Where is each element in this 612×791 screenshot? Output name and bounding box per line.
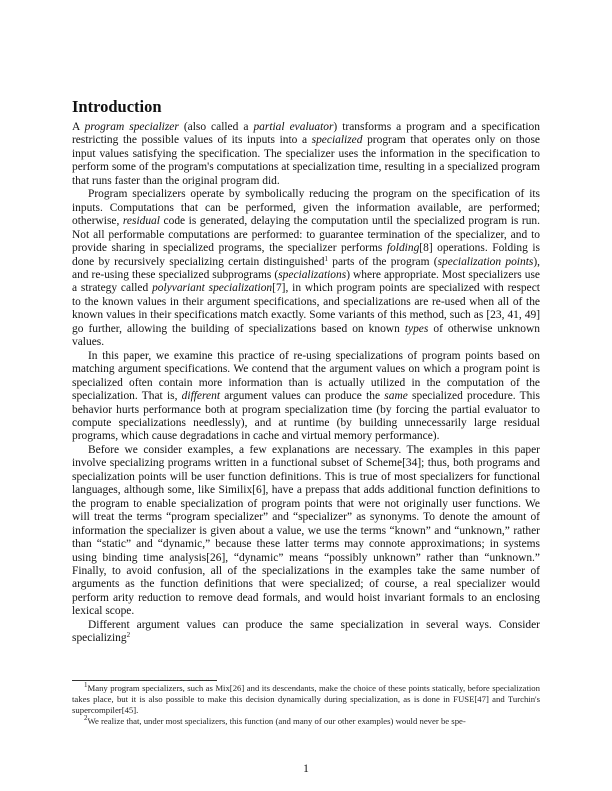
footnote-marker: 2 xyxy=(84,713,88,722)
text-run: Many program specializers, such as Mix[26] and its descendants, make the choice of these points statically, before specialization takes place, but it is also possible to make this decision dynamically during specialization, as is done in FUSE[47] and Turchin's supercompiler[45]. xyxy=(72,683,540,715)
emphasized-term: folding xyxy=(386,242,420,255)
text-run: In this paper, we examine this practice of re-using specializations of program points based on matching argument specifications. We contend that the argument values on which a program point is specialized often contain more information than is actually utilized in the computation of the specialization. That is, xyxy=(72,349,540,403)
footnote xyxy=(72,683,540,716)
text-run: parts of the program ( xyxy=(328,255,438,268)
paragraph xyxy=(72,121,540,188)
emphasized-term: specializations xyxy=(278,268,347,281)
text-run: specialized procedure. This behavior hurts performance both at program specialization time (by forcing the partial evaluator to compute specializations needlessly), and at runtime (by building unnecessarily large residual programs, which cause degradations in cache and virtual memory performance). xyxy=(72,390,541,443)
emphasized-term: specialization points xyxy=(437,255,534,268)
text-run: A xyxy=(72,121,85,133)
emphasized-term: partial evaluator xyxy=(253,121,334,133)
text-run: ), and re-using these specialized subprograms ( xyxy=(72,255,541,281)
emphasized-term: specialized xyxy=(311,134,363,147)
footnote-divider xyxy=(72,680,217,681)
emphasized-term: polyvariant specialization xyxy=(152,282,273,295)
body-text xyxy=(72,121,540,646)
footnote-marker: 2 xyxy=(126,631,131,640)
footnotes xyxy=(72,683,540,727)
paragraph xyxy=(72,350,540,444)
emphasized-term: program specializer xyxy=(84,121,179,133)
text-run: ) transforms a program and a specification restricting the possible values of its inputs into a xyxy=(72,121,540,147)
text-run: We realize that, under most specializers, this function (and many of our other examples) would never be spe- xyxy=(87,715,466,726)
emphasized-term: residual xyxy=(122,215,160,228)
text-run: code is generated, delaying the computation until the specialized program is run. Not all performable computations are performed: to guarantee termination of the specializer, and to provide sharing in specialized programs, the specializer performs xyxy=(72,215,540,255)
footnote xyxy=(72,713,540,727)
emphasized-term: same xyxy=(384,390,408,403)
text-run: Before we consider examples, a few explanations are necessary. The examples in this paper involve specializing programs written in a functional subset of Scheme[34]; thus, both programs and specialization points will be user function definitions. This is true of most specializers for functional languages, although some, like Similix[6], have a prepass that adds additional function definitions to the program to enable specialization of program points that were not originally user functions. We will treat the terms “program specializer” and “specializer” as synonyms. To denote the amount of information the specializer is given about a value, we use the terms “known” and “unknown,” rather than “static” and “dynamic,” because these latter terms may connote approximations; in systems using binding time analysis[26], “dynamic” means “possibly unknown” rather than “unknown.” Finally, to avoid confusion, all of the specializations in the examples take the same number of arguments as the function definitions that were specialized; of course, a real specializer would perform arity reduction to remove dead formals, and would hoist invariant formals to an enclosing lexical scope. xyxy=(72,443,540,618)
text-run: Program specializers operate by symbolically reducing the program on the specification of its inputs. Computations that can be performed, given the information available, are performed; otherwise, xyxy=(72,188,540,228)
text-run: ) where appropriate. Most specializers use a strategy called xyxy=(72,268,540,295)
paragraph xyxy=(72,188,540,349)
footnote-marker: 1 xyxy=(84,681,88,689)
text-run: [7], in which program points are specialized with respect to the known values in their argument specifications, and specializations are re-used when all of the known values in their specifications match exactly. Some variants of this method, such as [23, 41, 49] go further, allowing the building of specializations based on known xyxy=(72,282,540,335)
text-run: of otherwise unknown values. xyxy=(72,322,540,349)
section-heading: Introduction xyxy=(72,97,162,116)
text-run: [8] operations. Folding is done by recursively specializing certain distinguished xyxy=(72,242,540,268)
emphasized-term: types xyxy=(404,322,429,335)
paragraph xyxy=(72,444,540,619)
footnote-marker: 1 xyxy=(324,254,328,263)
text-run: argument values can produce the xyxy=(220,390,385,403)
emphasized-term: different xyxy=(181,390,220,403)
text-run: Different argument values can produce the same specialization in several ways. Consider specializing xyxy=(72,618,540,645)
paragraph xyxy=(72,619,540,646)
page-number: 1 xyxy=(303,763,309,775)
text-run: (also called a xyxy=(178,121,254,133)
text-run: program that operates only on those input values satisfying the specification. The specializer uses the information in the specification to perform some of the program's computations at specialization time, resulting in a specialized program that runs faster than the original program did. xyxy=(72,134,540,187)
